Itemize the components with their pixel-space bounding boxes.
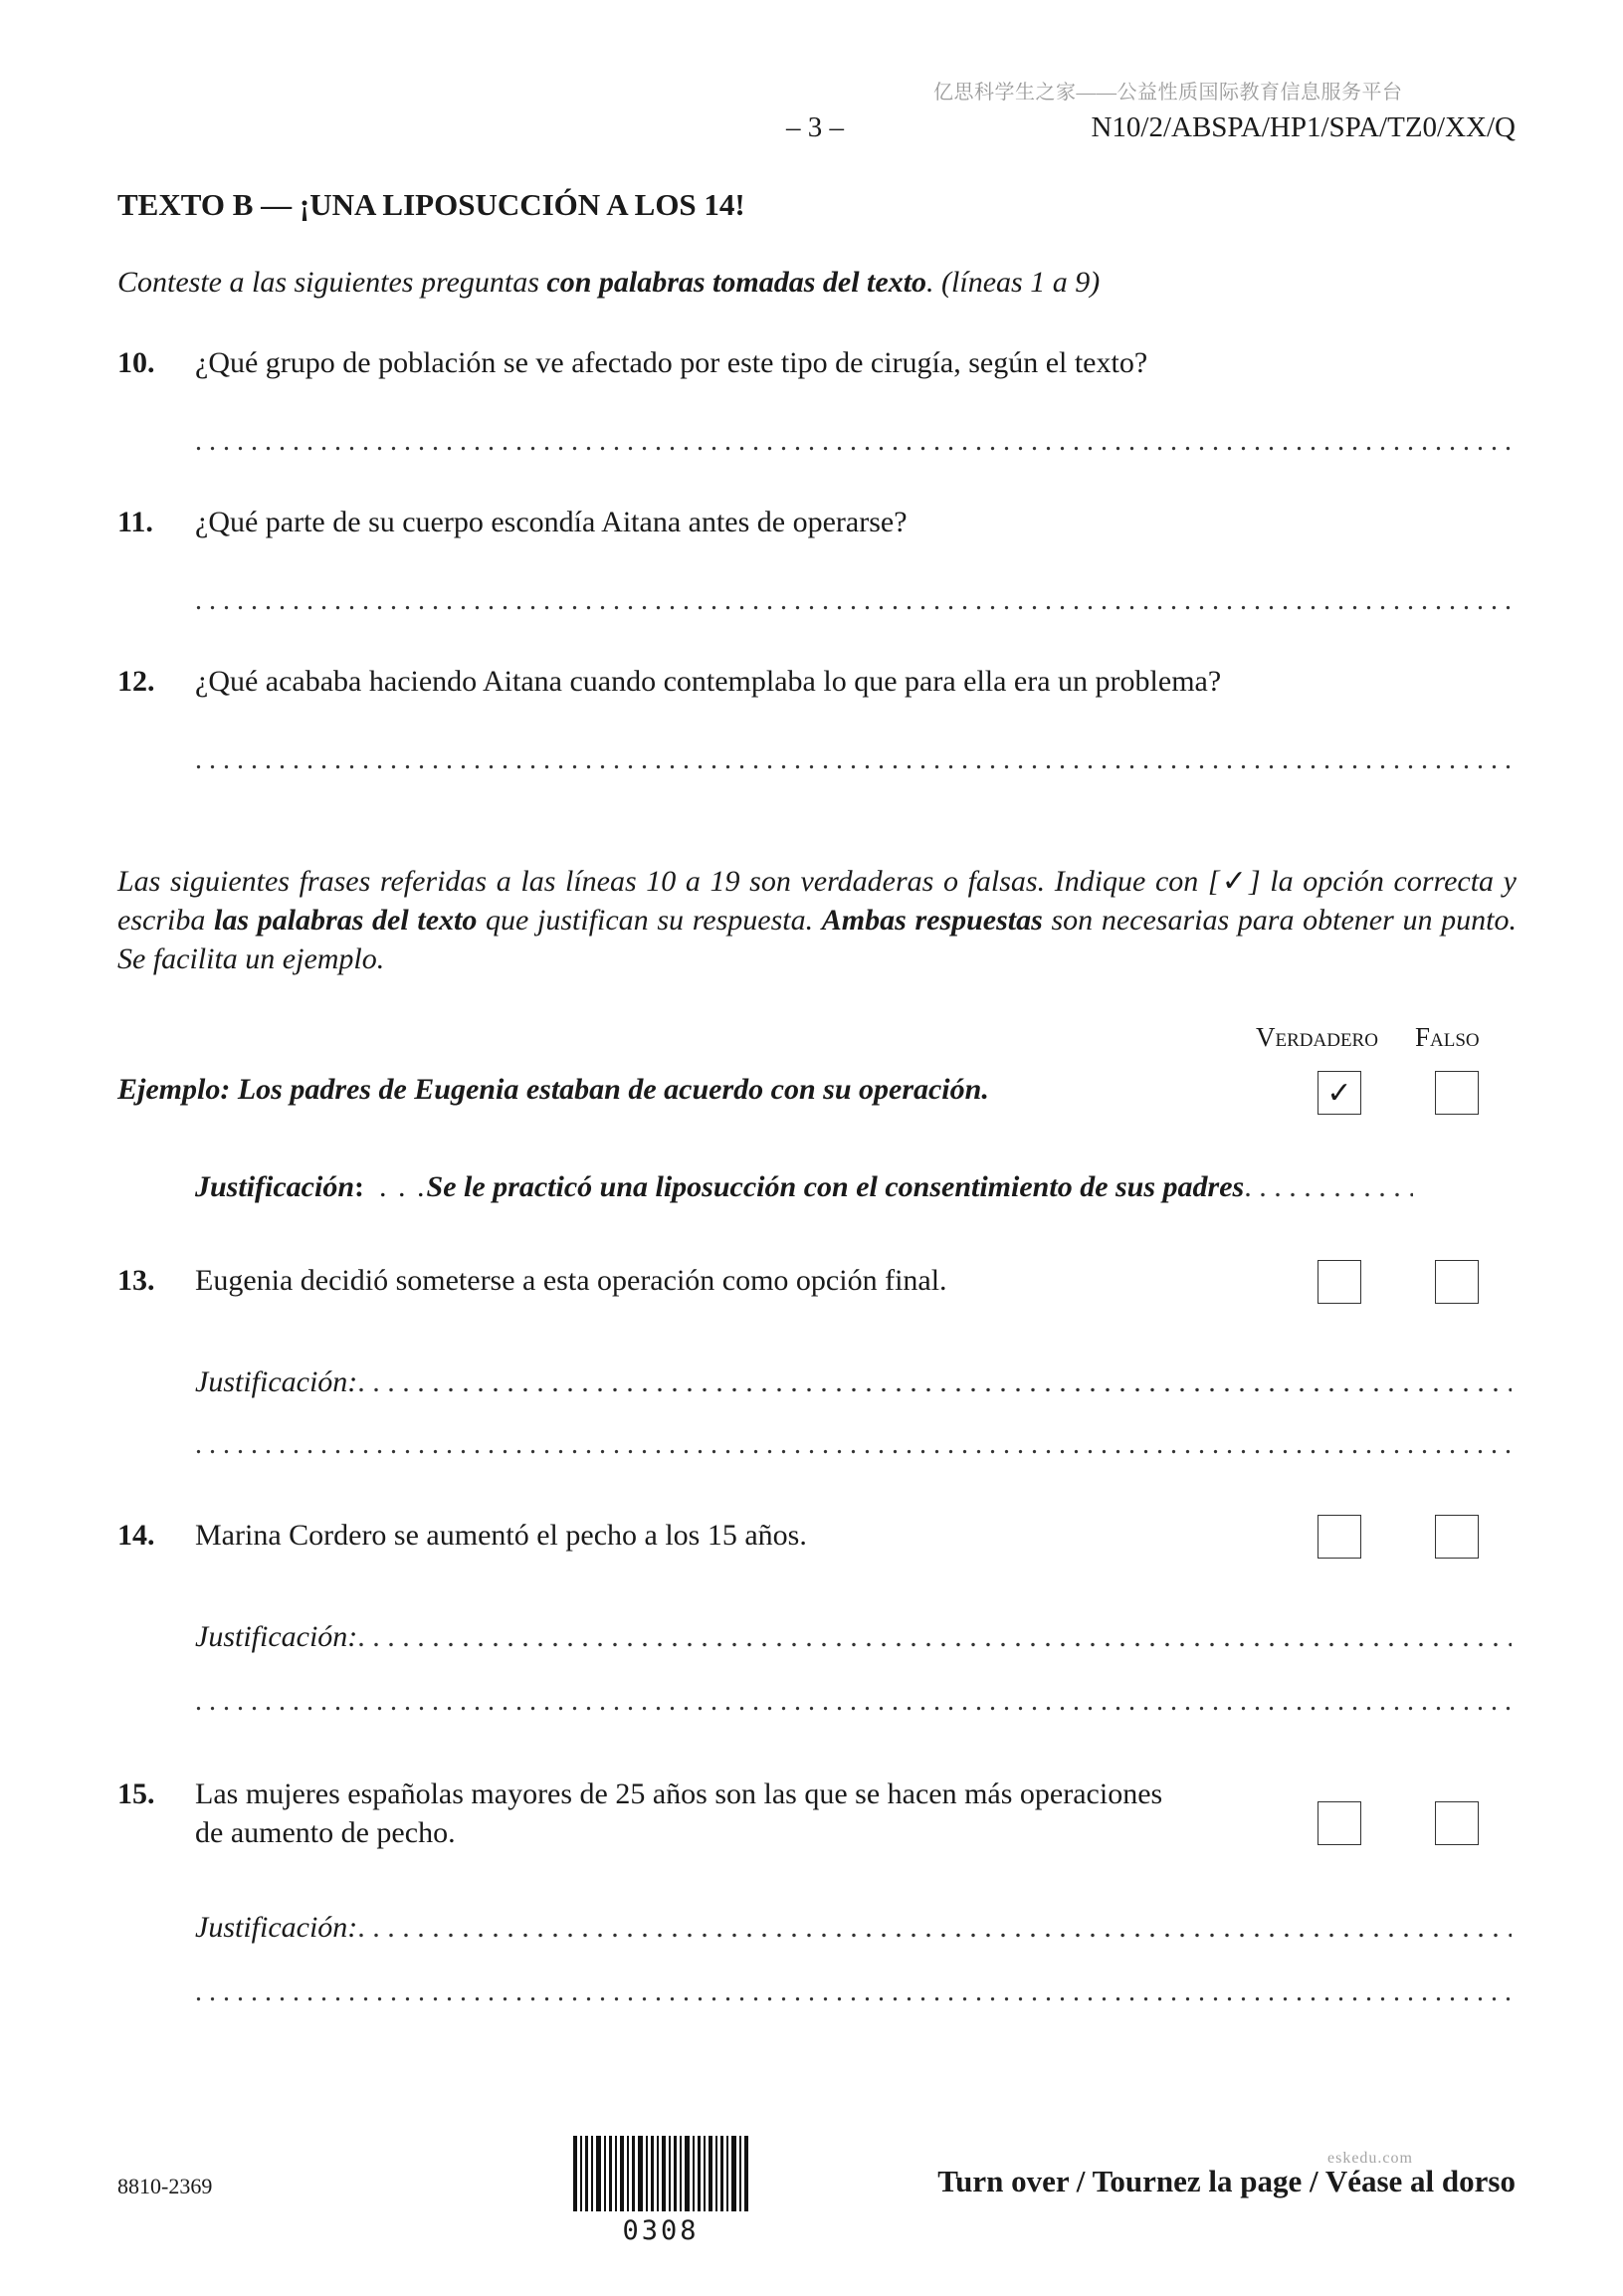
answer-line	[1244, 1170, 1413, 1204]
item-13-false-checkbox[interactable]	[1435, 1260, 1479, 1304]
item-statement: Eugenia decidió someterse a esta operación como opción final.	[195, 1264, 947, 1297]
instruction-text: Conteste a las siguientes preguntas	[117, 266, 547, 299]
section-instruction	[117, 266, 1100, 300]
item-justification	[195, 1911, 1515, 1945]
paper-code: N10/2/ABSPA/HP1/SPA/TZ0/XX/Q	[1091, 111, 1516, 143]
answer-line[interactable]	[195, 1686, 1515, 1720]
answer-line[interactable]	[195, 744, 1515, 778]
true-false-instructions	[117, 862, 1517, 978]
answer-line[interactable]	[195, 585, 1515, 619]
column-header-true: Verdadero	[1256, 1022, 1378, 1052]
answer-line[interactable]	[195, 1977, 1515, 2010]
question-number: 12.	[117, 665, 155, 698]
item-number: 13.	[117, 1264, 155, 1297]
item-justification	[195, 1620, 1515, 1654]
justification-label: Justificación:	[195, 1620, 358, 1653]
check-icon: ✓	[1326, 1076, 1352, 1110]
watermark-footer: eskedu.com	[1327, 2150, 1413, 2167]
justification-label: Justificación	[195, 1170, 355, 1203]
justification-colon: :	[354, 1170, 365, 1203]
example-false-checkbox[interactable]	[1435, 1071, 1479, 1115]
instruction-lines: . (líneas 1 a 9)	[926, 266, 1101, 299]
instr-emphasis: las palabras del texto	[214, 904, 478, 937]
justification-label: Justificación:	[195, 1365, 358, 1398]
item-14-false-checkbox[interactable]	[1435, 1515, 1479, 1559]
turn-over-text: Turn over / Tournez la page / Véase al dorso	[937, 2164, 1516, 2198]
question-number: 11.	[117, 506, 153, 538]
instr-part: Las siguientes frases referidas a las líneas 10 a 19 son verdaderas o falsas. Indique con [	[117, 865, 1220, 898]
justification-label: Justificación:	[195, 1911, 358, 1944]
item-15-false-checkbox[interactable]	[1435, 1801, 1479, 1845]
answer-line[interactable]	[357, 1911, 1512, 1945]
item-15-true-checkbox[interactable]	[1318, 1801, 1361, 1845]
item-statement: Marina Cordero se aumentó el pecho a los 15 años.	[195, 1519, 807, 1552]
item-statement: Las mujeres españolas mayores de 25 años son las que se hacen más operaciones	[195, 1777, 1163, 1810]
item-13-true-checkbox[interactable]	[1318, 1260, 1361, 1304]
answer-line[interactable]	[357, 1365, 1512, 1399]
item-14-true-checkbox[interactable]	[1318, 1515, 1361, 1559]
justification-answer: Se le practicó una liposucción con el consentimiento de sus padres	[426, 1170, 1245, 1203]
justification-leader: . . .	[379, 1170, 427, 1203]
item-number: 14.	[117, 1519, 155, 1552]
item-statement-cont: de aumento de pecho.	[195, 1816, 456, 1849]
watermark-header: 亿思科学生之家——公益性质国际教育信息服务平台	[933, 82, 1403, 104]
item-number: 15.	[117, 1777, 155, 1810]
barcode-icon	[571, 2136, 750, 2211]
check-mark-symbol: ✓	[1219, 865, 1249, 898]
answer-line[interactable]	[195, 1429, 1515, 1463]
question-text: ¿Qué acababa haciendo Aitana cuando contemplaba lo que para ella era un problema?	[195, 665, 1222, 698]
footer-code: 8810-2369	[117, 2174, 213, 2198]
instruction-emphasis: con palabras tomadas del texto	[546, 266, 927, 299]
page-number: – 3 –	[786, 111, 844, 143]
section-title: TEXTO B — ¡UNA LIPOSUCCIÓN A LOS 14!	[117, 187, 745, 222]
instr-emphasis: Ambas respuestas	[821, 904, 1043, 937]
question-text: ¿Qué grupo de población se ve afectado por este tipo de cirugía, según el texto?	[195, 346, 1148, 379]
barcode-number: 0308	[622, 2215, 700, 2246]
example-statement: Ejemplo: Los padres de Eugenia estaban de acuerdo con su operación.	[117, 1073, 989, 1106]
instr-part: ] la opción correcta y escriba	[117, 865, 1517, 937]
item-justification	[195, 1365, 1515, 1399]
question-number: 10.	[117, 346, 155, 379]
column-header-false: Falso	[1415, 1022, 1480, 1052]
example-justification	[195, 1170, 1515, 1204]
answer-line[interactable]	[357, 1620, 1512, 1654]
instr-part: que justifican su respuesta.	[477, 904, 822, 937]
instr-part: son necesarias para obtener un punto. Se facilita un ejemplo.	[117, 904, 1517, 975]
question-text: ¿Qué parte de su cuerpo escondía Aitana antes de operarse?	[195, 506, 908, 538]
example-true-checkbox[interactable]	[1318, 1071, 1361, 1115]
answer-line[interactable]	[195, 426, 1515, 460]
